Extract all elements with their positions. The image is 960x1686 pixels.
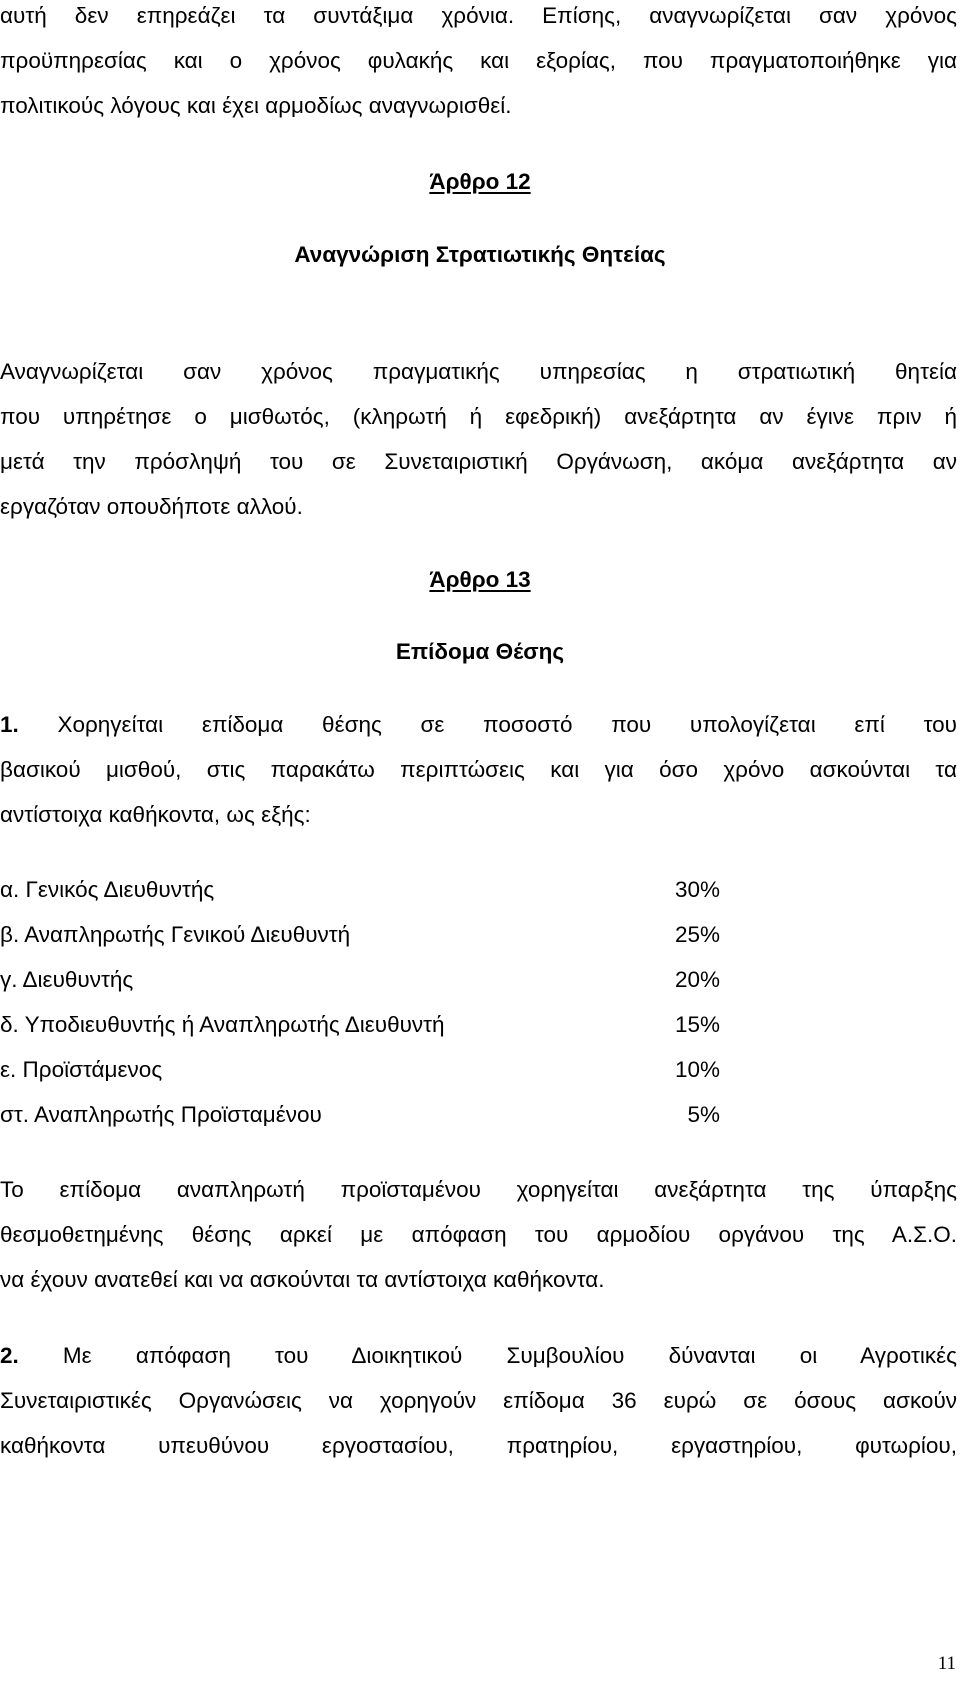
article-13-title: Επίδομα Θέσης [395,639,565,664]
list-item-value: 5% [687,1102,720,1127]
article-12-number: Άρθρο 12 [429,169,531,194]
list-item-value: 20% [674,967,720,992]
intro-line-3: πολιτικούς λόγους και έχει αρμοδίως αναγνωρισθεί. [0,93,512,118]
article-12-line-3: μετά την πρόσληψή του σε Συνεταιριστική Οργάνωση, ακόμα ανεξάρτητα αν [0,449,957,474]
article-13-para-1-line-2: βασικού μισθού, στις παρακάτω περιπτώσεις και για όσο χρόνο ασκούνται τα [0,757,957,782]
note-line-3: να έχουν ανατεθεί και να ασκούνται τα αντίστοιχα καθήκοντα. [0,1267,605,1292]
para-2-text: Με απόφαση του Διοικητικού Συμβουλίου δύνανται οι Αγροτικές [62,1343,957,1368]
para-1-text: Χορηγείται επίδομα θέσης σε ποσοστό που υπολογίζεται επί του [57,712,957,737]
list-item-value: 10% [674,1057,720,1082]
list-item-label: στ. Αναπληρωτής Προϊσταμένου [0,1102,322,1127]
list-item-value: 25% [674,922,720,947]
article-12-line-2: που υπηρέτησε ο μισθωτός, (κληρωτή ή εφεδρική) ανεξάρτητα αν έγινε πριν ή [0,404,957,429]
list-item-label: δ. Υποδιευθυντής ή Αναπληρωτής Διευθυντή [0,1012,445,1037]
intro-line-2: προϋπηρεσίας και ο χρόνος φυλακής και εξορίας, που πραγματοποιήθηκε για [0,48,957,73]
article-12-line-4: εργαζόταν οπουδήποτε αλλού. [0,494,303,519]
article-13-para-1-line-1 [0,711,957,739]
list-item-value: 15% [674,1012,720,1037]
list-item-label: β. Αναπληρωτής Γενικού Διευθυντή [0,922,351,947]
note-line-1: Το επίδομα αναπληρωτή προϊσταμένου χορηγείται ανεξάρτητα της ύπαρξης [0,1177,957,1202]
article-13-para-2-line-2: Συνεταιριστικές Οργανώσεις να χορηγούν επίδομα 36 ευρώ σε όσους ασκούν [0,1388,957,1413]
list-item-label: ε. Προϊστάμενος [0,1057,163,1082]
article-13-number: Άρθρο 13 [429,567,531,592]
note-line-2: θεσμοθετημένης θέσης αρκεί με απόφαση του αρμοδίου οργάνου της Α.Σ.Ο. [0,1222,957,1247]
list-item-value: 30% [674,877,720,902]
article-12-line-1: Αναγνωρίζεται σαν χρόνος πραγματικής υπηρεσίας η στρατιωτική θητεία [0,359,957,384]
article-12-title: Αναγνώριση Στρατιωτικής Θητείας [294,242,666,267]
list-item-label: α. Γενικός Διευθυντής [0,877,215,902]
article-13-para-1-line-3: αντίστοιχα καθήκοντα, ως εξής: [0,802,311,827]
page-number: 11 [937,1653,956,1674]
para-1-number: 1. [0,712,19,737]
article-13-para-2-line-1 [0,1342,957,1370]
intro-line-1: αυτή δεν επηρεάζει τα συντάξιμα χρόνια. Επίσης, αναγνωρίζεται σαν χρόνος [0,3,957,28]
list-item-label: γ. Διευθυντής [0,967,134,992]
para-2-number: 2. [0,1343,19,1368]
article-13-para-2-line-3: καθήκοντα υπευθύνου εργοστασίου, πρατηρίου, εργαστηρίου, φυτωρίου, [0,1433,957,1458]
